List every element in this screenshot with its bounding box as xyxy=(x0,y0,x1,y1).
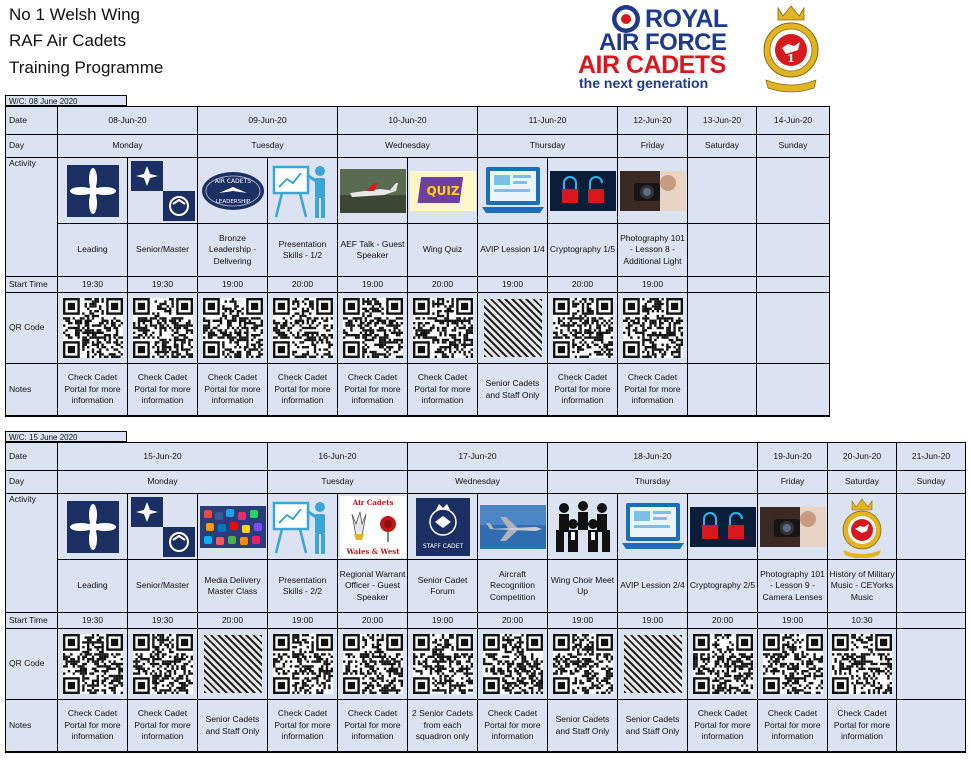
qr-code[interactable] xyxy=(408,629,477,699)
activity-image xyxy=(408,158,477,223)
qr-pattern-icon xyxy=(413,634,473,694)
quiz-text: QUIZ xyxy=(425,183,460,198)
padlock-icon xyxy=(690,507,756,547)
qr-pattern-icon xyxy=(693,634,753,694)
qr-pattern-icon xyxy=(273,298,333,358)
date-header: 12-Jun-20 xyxy=(618,107,687,134)
activity-image xyxy=(478,494,547,559)
activity-name: Bronze Leadership - Delivering xyxy=(198,224,267,276)
qr-code[interactable] xyxy=(688,629,757,699)
activity-image xyxy=(268,494,337,559)
qr-code[interactable] xyxy=(548,293,617,363)
day-header: Thursday xyxy=(548,471,757,493)
activity-image xyxy=(198,158,267,223)
week2-label: W/C: 15 June 2020 xyxy=(5,431,127,442)
start-time: 19:00 xyxy=(478,277,547,292)
qr-pattern-icon xyxy=(763,634,823,694)
day-header: Wednesday xyxy=(338,135,477,157)
week1-table xyxy=(5,106,830,417)
date-header: 21-Jun-20 xyxy=(897,443,965,470)
start-time: 19:00 xyxy=(268,613,337,628)
activity-image xyxy=(58,494,127,559)
qr-pattern-icon xyxy=(273,634,333,694)
start-time: 19:00 xyxy=(618,613,687,628)
activity-name: AVIP Lession 2/4 xyxy=(618,560,687,612)
crest-icon xyxy=(837,496,887,558)
start-time xyxy=(897,613,965,628)
activity-image xyxy=(268,158,337,223)
note: Check Cadet Portal for more information xyxy=(128,700,197,751)
note: Check Cadet Portal for more information xyxy=(408,364,477,415)
badge-title: AIR CADETS xyxy=(214,177,251,185)
start-time: 19:00 xyxy=(548,613,617,628)
activity-image-empty xyxy=(897,494,965,559)
qr-code[interactable] xyxy=(338,629,407,699)
propeller-icon xyxy=(67,165,119,217)
qr-code[interactable] xyxy=(198,293,267,363)
staff-cadet-icon xyxy=(416,498,470,556)
start-time: 20:00 xyxy=(688,613,757,628)
activity-image-empty xyxy=(757,158,829,223)
start-time: 10:30 xyxy=(828,613,896,628)
day-header: Wednesday xyxy=(408,471,547,493)
note xyxy=(688,364,756,415)
date-header: 16-Jun-20 xyxy=(268,443,407,470)
wales-title: Air Cadets xyxy=(352,497,393,507)
qr-code[interactable] xyxy=(618,293,687,363)
day-header: Tuesday xyxy=(198,135,337,157)
day-header: Sunday xyxy=(897,471,965,493)
jet-photo-icon xyxy=(480,505,546,549)
activity-image xyxy=(58,158,127,223)
day-header: Tuesday xyxy=(268,471,407,493)
date-header: 08-Jun-20 xyxy=(58,107,197,134)
qr-code-empty xyxy=(897,629,965,699)
start-time: 19:00 xyxy=(338,277,407,292)
crest-icon xyxy=(758,2,824,94)
badge-sub: LEADERSHIP xyxy=(215,198,250,205)
qr-pattern-icon xyxy=(483,634,543,694)
note: Check Cadet Portal for more information xyxy=(688,700,757,751)
activity-row-label: Activity xyxy=(6,494,57,612)
propeller-icon xyxy=(67,501,119,553)
day-row-label: Day xyxy=(6,135,57,157)
start-time: 19:30 xyxy=(58,613,127,628)
start-time: 19:00 xyxy=(198,277,267,292)
qr-row-label: QR Code xyxy=(6,293,57,363)
wales-sub: Wales & West xyxy=(346,546,399,556)
activity-image xyxy=(128,158,197,223)
qr-code[interactable] xyxy=(268,293,337,363)
week2-table xyxy=(5,442,966,753)
camera-photo-icon xyxy=(620,171,686,211)
activity-name xyxy=(757,224,829,276)
activity-name: AEF Talk - Guest Speaker xyxy=(338,224,407,276)
date-header: 19-Jun-20 xyxy=(758,443,827,470)
note: Check Cadet Portal for more information xyxy=(268,364,337,415)
qr-code[interactable] xyxy=(128,293,197,363)
padlock-icon xyxy=(550,171,616,211)
qr-row-label: QR Code xyxy=(6,629,57,699)
note xyxy=(757,364,829,415)
activity-name: Leading xyxy=(58,560,127,612)
note: Check Cadet Portal for more information xyxy=(828,700,896,751)
day-header: Monday xyxy=(58,135,197,157)
laptop-icon xyxy=(480,165,546,217)
start-time: 20:00 xyxy=(268,277,337,292)
activity-name xyxy=(897,560,965,612)
programme-title: Training Programme xyxy=(9,58,164,77)
squadron-crest xyxy=(758,2,824,94)
notes-row-label: Notes xyxy=(6,700,57,751)
qr-code[interactable] xyxy=(58,293,127,363)
laptop-icon xyxy=(620,501,686,553)
activity-name: Wing Quiz xyxy=(408,224,477,276)
badges-icon xyxy=(130,496,196,558)
choir-icon xyxy=(554,500,612,554)
note: Check Cadet Portal for more information xyxy=(338,364,407,415)
note: Check Cadet Portal for more information xyxy=(58,700,127,751)
activity-image xyxy=(758,494,827,559)
activity-image xyxy=(198,494,267,559)
staff-cadet-label: STAFF CADET xyxy=(422,542,463,550)
week1-label: W/C: 08 June 2020 xyxy=(5,95,127,106)
activity-name: History of Military Music - CEYorks Music xyxy=(828,560,896,612)
presentation-icon xyxy=(270,497,336,557)
qr-code[interactable] xyxy=(828,629,896,699)
qr-code-empty xyxy=(757,293,829,363)
qr-code-hatched xyxy=(618,629,687,699)
activity-image xyxy=(618,158,687,223)
wing-name: No 1 Welsh Wing xyxy=(9,5,141,24)
qr-pattern-icon xyxy=(343,298,403,358)
date-header: 09-Jun-20 xyxy=(198,107,337,134)
date-row-label: Date xyxy=(6,107,57,134)
qr-pattern-icon xyxy=(553,298,613,358)
start-time: 20:00 xyxy=(408,277,477,292)
activity-name: Cryptography 2/5 xyxy=(688,560,757,612)
note: Senior Cadets and Staff Only xyxy=(198,700,267,751)
qr-pattern-icon xyxy=(623,298,683,358)
qr-code[interactable] xyxy=(58,629,127,699)
date-header: 14-Jun-20 xyxy=(757,107,829,134)
activity-name: Wing Choir Meet Up xyxy=(548,560,617,612)
activity-image xyxy=(338,494,407,559)
activity-name: Leading xyxy=(58,224,127,276)
start-time: 20:00 xyxy=(198,613,267,628)
activity-name xyxy=(688,224,756,276)
qr-code-hatched xyxy=(478,293,547,363)
day-header: Friday xyxy=(618,135,687,157)
note: Senior Cadets and Staff Only xyxy=(548,700,617,751)
note: Check Cadet Portal for more information xyxy=(758,700,827,751)
qr-pattern-icon xyxy=(133,634,193,694)
activity-image-empty xyxy=(688,158,756,223)
qr-code[interactable] xyxy=(268,629,337,699)
qr-code[interactable] xyxy=(758,629,827,699)
quiz-icon xyxy=(410,171,476,211)
qr-code[interactable] xyxy=(408,293,477,363)
activity-name: Regional Warrant Officer - Guest Speaker xyxy=(338,560,407,612)
notes-row-label: Notes xyxy=(6,364,57,415)
activity-image xyxy=(548,158,617,223)
activity-image xyxy=(618,494,687,559)
start-time: 19:00 xyxy=(758,613,827,628)
start-time: 20:00 xyxy=(478,613,547,628)
date-header: 15-Jun-20 xyxy=(58,443,267,470)
logo-aircadets: AIR CADETS xyxy=(578,51,726,79)
start-time: 19:00 xyxy=(408,613,477,628)
note xyxy=(897,700,965,751)
note: Check Cadet Portal for more information xyxy=(618,364,687,415)
activity-name: Presentation Skills - 1/2 xyxy=(268,224,337,276)
start-time: 20:00 xyxy=(338,613,407,628)
qr-code-hatched xyxy=(198,629,267,699)
activity-image xyxy=(828,494,896,559)
activity-name: Cryptography 1/5 xyxy=(548,224,617,276)
day-header: Thursday xyxy=(478,135,617,157)
activity-name: Photography 101 - Lesson 9 - Camera Lenses xyxy=(758,560,827,612)
start-time: 19:30 xyxy=(128,277,197,292)
date-header: 13-Jun-20 xyxy=(688,107,756,134)
social-media-icon xyxy=(200,506,266,548)
activity-name: Media Delivery Master Class xyxy=(198,560,267,612)
activity-image xyxy=(688,494,757,559)
start-time: 20:00 xyxy=(548,277,617,292)
qr-pattern-icon xyxy=(832,634,892,694)
activity-image xyxy=(408,494,477,559)
note: Senior Cadets and Staff Only xyxy=(618,700,687,751)
qr-pattern-icon xyxy=(553,634,613,694)
start-time: 19:30 xyxy=(58,277,127,292)
aircraft-photo-icon xyxy=(340,169,406,213)
activity-image xyxy=(478,158,547,223)
activity-name: Aircraft Recognition Competition xyxy=(478,560,547,612)
hatch-pattern xyxy=(484,299,542,357)
camera-photo-icon xyxy=(760,507,826,547)
activity-name: Senior/Master xyxy=(128,224,197,276)
qr-pattern-icon xyxy=(203,298,263,358)
qr-code-empty xyxy=(688,293,756,363)
start-time xyxy=(757,277,829,292)
badges-icon xyxy=(130,160,196,222)
start-time-row-label: Start Time xyxy=(6,613,57,628)
hatch-pattern xyxy=(204,635,262,693)
date-header: 11-Jun-20 xyxy=(478,107,617,134)
note: Check Cadet Portal for more information xyxy=(268,700,337,751)
qr-code[interactable] xyxy=(478,629,547,699)
activity-name: Senior/Master xyxy=(128,560,197,612)
raf-air-cadets-logo xyxy=(577,2,737,92)
wales-west-icon xyxy=(340,496,406,558)
day-header: Sunday xyxy=(757,135,829,157)
qr-pattern-icon xyxy=(63,634,123,694)
day-header: Saturday xyxy=(688,135,756,157)
day-header: Saturday xyxy=(828,471,896,493)
note: Check Cadet Portal for more information xyxy=(338,700,407,751)
qr-code[interactable] xyxy=(128,629,197,699)
start-time: 19:30 xyxy=(128,613,197,628)
activity-name: Presentation Skills - 2/2 xyxy=(268,560,337,612)
logo-tagline: the next generation xyxy=(579,75,709,91)
date-header: 20-Jun-20 xyxy=(828,443,896,470)
qr-pattern-icon xyxy=(413,298,473,358)
qr-code[interactable] xyxy=(338,293,407,363)
qr-pattern-icon xyxy=(133,298,193,358)
date-header: 18-Jun-20 xyxy=(548,443,757,470)
activity-name: AVIP Lession 1/4 xyxy=(478,224,547,276)
presentation-icon xyxy=(270,161,336,221)
activity-image xyxy=(548,494,617,559)
activity-image xyxy=(128,494,197,559)
date-header: 10-Jun-20 xyxy=(338,107,477,134)
note: Senior Cadets and Staff Only xyxy=(478,364,547,415)
note: 2 Senior Cadets from each squadron only xyxy=(408,700,477,751)
qr-pattern-icon xyxy=(343,634,403,694)
start-time-row-label: Start Time xyxy=(6,277,57,292)
note: Check Cadet Portal for more information xyxy=(198,364,267,415)
day-header: Monday xyxy=(58,471,267,493)
svg-text:1: 1 xyxy=(787,52,795,65)
start-time: 19:00 xyxy=(618,277,687,292)
note: Check Cadet Portal for more information xyxy=(548,364,617,415)
date-row-label: Date xyxy=(6,443,57,470)
qr-pattern-icon xyxy=(63,298,123,358)
qr-code[interactable] xyxy=(548,629,617,699)
logo-royal: ROYAL xyxy=(645,5,728,33)
activity-name: Senior Cadet Forum xyxy=(408,560,477,612)
activity-image xyxy=(338,158,407,223)
day-row-label: Day xyxy=(6,471,57,493)
note: Check Cadet Portal for more information xyxy=(478,700,547,751)
day-header: Friday xyxy=(758,471,827,493)
note: Check Cadet Portal for more information xyxy=(58,364,127,415)
hatch-pattern xyxy=(624,635,682,693)
activity-name: Photography 101 - Lesson 8 - Additional Light xyxy=(618,224,687,276)
leadership-badge-icon xyxy=(201,171,265,211)
logo-airforce: AIR FORCE xyxy=(599,29,727,56)
note: Check Cadet Portal for more information xyxy=(128,364,197,415)
date-header: 17-Jun-20 xyxy=(408,443,547,470)
start-time xyxy=(688,277,756,292)
activity-row-label: Activity xyxy=(6,158,57,276)
org-name: RAF Air Cadets xyxy=(9,31,127,50)
